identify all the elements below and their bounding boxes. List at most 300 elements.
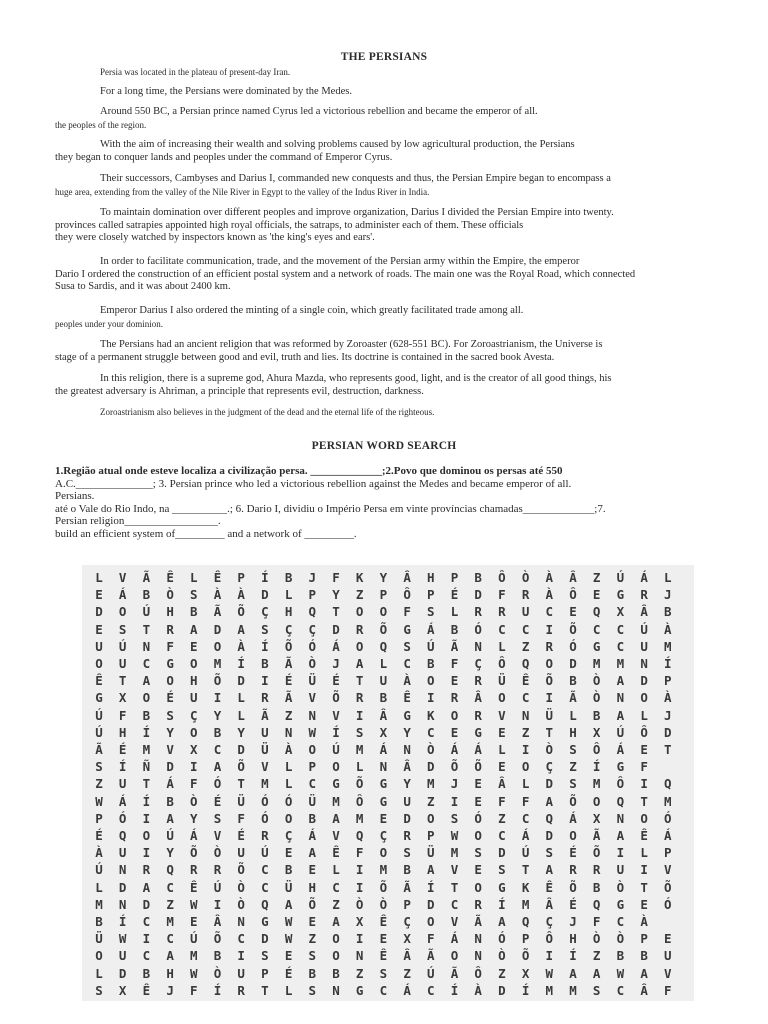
- grid-letter[interactable]: C: [379, 982, 388, 998]
- grid-letter[interactable]: O: [118, 604, 127, 620]
- grid-letter[interactable]: R: [474, 896, 482, 912]
- grid-letter[interactable]: Z: [166, 896, 174, 912]
- grid-letter[interactable]: O: [355, 604, 364, 620]
- grid-letter[interactable]: O: [332, 759, 340, 775]
- grid-letter[interactable]: R: [640, 587, 648, 603]
- grid-letter[interactable]: W: [95, 793, 103, 809]
- grid-letter[interactable]: L: [95, 570, 103, 585]
- grid-letter[interactable]: Á: [166, 776, 174, 792]
- grid-letter[interactable]: L: [640, 845, 648, 861]
- grid-letter[interactable]: S: [118, 621, 127, 637]
- grid-letter[interactable]: À: [664, 621, 672, 637]
- grid-letter[interactable]: P: [308, 587, 317, 603]
- grid-letter[interactable]: I: [640, 862, 648, 878]
- grid-letter[interactable]: P: [308, 759, 317, 775]
- grid-letter[interactable]: Ò: [498, 948, 506, 964]
- grid-letter[interactable]: U: [379, 673, 388, 689]
- grid-letter[interactable]: G: [616, 896, 625, 912]
- grid-letter[interactable]: P: [427, 828, 435, 843]
- grid-letter[interactable]: Õ: [355, 776, 364, 792]
- grid-letter[interactable]: Á: [403, 982, 411, 998]
- grid-letter[interactable]: S: [545, 845, 554, 861]
- grid-letter[interactable]: S: [355, 724, 364, 740]
- grid-letter[interactable]: R: [142, 862, 151, 878]
- grid-letter[interactable]: L: [640, 707, 648, 723]
- grid-letter[interactable]: Á: [450, 742, 459, 757]
- grid-letter[interactable]: Á: [664, 828, 672, 843]
- grid-letter[interactable]: A: [569, 965, 577, 981]
- grid-letter[interactable]: I: [355, 879, 364, 895]
- grid-letter[interactable]: Â: [474, 690, 482, 706]
- grid-letter[interactable]: P: [237, 570, 245, 585]
- grid-letter[interactable]: I: [213, 690, 222, 706]
- grid-letter[interactable]: Ê: [379, 948, 388, 964]
- grid-letter[interactable]: Q: [261, 896, 269, 912]
- grid-letter[interactable]: Ò: [213, 965, 222, 981]
- grid-letter[interactable]: T: [450, 879, 459, 895]
- grid-letter[interactable]: Ã: [592, 828, 601, 843]
- grid-letter[interactable]: A: [166, 948, 174, 964]
- grid-letter[interactable]: D: [213, 621, 222, 637]
- grid-letter[interactable]: D: [474, 587, 482, 603]
- grid-letter[interactable]: F: [498, 793, 506, 809]
- grid-letter[interactable]: E: [308, 914, 317, 929]
- grid-letter[interactable]: Õ: [450, 759, 459, 775]
- grid-letter[interactable]: Ú: [427, 965, 435, 981]
- grid-letter[interactable]: Ã: [569, 690, 577, 706]
- grid-letter[interactable]: Í: [332, 724, 340, 740]
- grid-letter[interactable]: F: [166, 638, 174, 654]
- grid-letter[interactable]: L: [498, 638, 506, 654]
- grid-letter[interactable]: A: [616, 673, 625, 689]
- grid-letter[interactable]: N: [142, 638, 151, 654]
- grid-letter[interactable]: Ò: [427, 742, 435, 757]
- grid-letter[interactable]: É: [166, 690, 174, 706]
- grid-letter[interactable]: B: [379, 690, 388, 706]
- grid-letter[interactable]: P: [261, 965, 269, 981]
- grid-letter[interactable]: S: [95, 982, 103, 998]
- grid-letter[interactable]: Ó: [308, 638, 317, 654]
- grid-letter[interactable]: X: [118, 982, 127, 998]
- grid-letter[interactable]: Õ: [521, 948, 530, 964]
- grid-letter[interactable]: F: [450, 656, 459, 671]
- grid-letter[interactable]: Í: [142, 793, 151, 809]
- grid-letter[interactable]: M: [213, 656, 222, 671]
- grid-letter[interactable]: S: [95, 759, 103, 775]
- grid-letter[interactable]: E: [379, 810, 388, 826]
- grid-letter[interactable]: H: [190, 673, 198, 689]
- grid-letter[interactable]: O: [332, 948, 340, 964]
- grid-letter[interactable]: Ò: [213, 845, 222, 861]
- grid-letter[interactable]: Y: [379, 570, 388, 585]
- grid-letter[interactable]: F: [498, 587, 506, 603]
- grid-letter[interactable]: Ê: [521, 673, 530, 689]
- grid-letter[interactable]: S: [308, 948, 317, 964]
- grid-letter[interactable]: E: [474, 776, 482, 792]
- grid-letter[interactable]: A: [545, 862, 554, 878]
- grid-letter[interactable]: B: [190, 604, 198, 620]
- grid-letter[interactable]: Ç: [379, 828, 388, 843]
- grid-letter[interactable]: C: [213, 742, 222, 757]
- grid-letter[interactable]: A: [284, 896, 293, 912]
- grid-letter[interactable]: T: [664, 742, 672, 757]
- grid-letter[interactable]: Q: [166, 862, 174, 878]
- grid-letter[interactable]: G: [166, 656, 174, 671]
- grid-letter[interactable]: Õ: [190, 845, 198, 861]
- grid-letter[interactable]: C: [142, 656, 151, 671]
- grid-letter[interactable]: N: [237, 914, 245, 929]
- grid-letter[interactable]: Ú: [95, 724, 103, 740]
- grid-letter[interactable]: Ç: [308, 621, 317, 637]
- grid-letter[interactable]: B: [95, 914, 103, 929]
- grid-letter[interactable]: C: [616, 914, 625, 929]
- grid-letter[interactable]: Õ: [545, 673, 554, 689]
- grid-letter[interactable]: C: [498, 828, 506, 843]
- grid-letter[interactable]: V: [664, 862, 672, 878]
- grid-letter[interactable]: B: [142, 587, 151, 603]
- grid-letter[interactable]: P: [664, 845, 672, 861]
- grid-letter[interactable]: Ú: [427, 638, 435, 654]
- grid-letter[interactable]: Á: [474, 742, 482, 757]
- grid-letter[interactable]: Í: [569, 948, 577, 964]
- grid-letter[interactable]: À: [545, 587, 554, 603]
- grid-letter[interactable]: Ã: [427, 948, 435, 964]
- grid-letter[interactable]: Á: [118, 587, 127, 603]
- grid-letter[interactable]: R: [545, 638, 554, 654]
- grid-letter[interactable]: O: [427, 810, 435, 826]
- grid-letter[interactable]: Õ: [237, 759, 245, 775]
- grid-letter[interactable]: À: [95, 845, 103, 861]
- grid-letter[interactable]: R: [474, 707, 482, 723]
- grid-letter[interactable]: T: [237, 776, 245, 792]
- grid-letter[interactable]: N: [474, 931, 482, 947]
- grid-letter[interactable]: Ê: [545, 879, 554, 895]
- grid-letter[interactable]: B: [427, 656, 435, 671]
- grid-letter[interactable]: Õ: [474, 759, 482, 775]
- grid-letter[interactable]: U: [118, 656, 127, 671]
- grid-letter[interactable]: Ç: [284, 621, 293, 637]
- grid-letter[interactable]: M: [592, 776, 601, 792]
- grid-letter[interactable]: U: [118, 776, 127, 792]
- grid-letter[interactable]: Ú: [521, 845, 530, 861]
- grid-letter[interactable]: N: [521, 707, 530, 723]
- grid-letter[interactable]: E: [498, 759, 506, 775]
- grid-letter[interactable]: Ê: [640, 828, 648, 843]
- grid-letter[interactable]: Q: [521, 656, 530, 671]
- grid-letter[interactable]: W: [118, 931, 127, 947]
- grid-letter[interactable]: R: [569, 862, 577, 878]
- grid-letter[interactable]: Ò: [237, 896, 245, 912]
- grid-letter[interactable]: Ò: [166, 587, 174, 603]
- grid-letter[interactable]: N: [118, 862, 127, 878]
- grid-letter[interactable]: A: [616, 828, 625, 843]
- grid-letter[interactable]: R: [261, 828, 269, 843]
- grid-letter[interactable]: X: [592, 810, 601, 826]
- grid-letter[interactable]: X: [118, 690, 127, 706]
- grid-letter[interactable]: G: [474, 724, 482, 740]
- grid-letter[interactable]: B: [640, 948, 648, 964]
- grid-letter[interactable]: M: [355, 742, 364, 757]
- grid-letter[interactable]: U: [261, 724, 269, 740]
- grid-letter[interactable]: E: [640, 742, 648, 757]
- grid-letter[interactable]: L: [284, 587, 293, 603]
- grid-letter[interactable]: J: [664, 707, 672, 723]
- grid-letter[interactable]: Ã: [142, 570, 151, 585]
- grid-letter[interactable]: Õ: [569, 793, 577, 809]
- grid-letter[interactable]: Ü: [237, 793, 245, 809]
- grid-letter[interactable]: Ò: [616, 879, 625, 895]
- grid-letter[interactable]: I: [355, 862, 364, 878]
- grid-letter[interactable]: R: [237, 982, 245, 998]
- grid-letter[interactable]: S: [498, 862, 506, 878]
- grid-letter[interactable]: Q: [592, 896, 601, 912]
- grid-letter[interactable]: Ú: [261, 845, 269, 861]
- grid-letter[interactable]: M: [190, 948, 198, 964]
- grid-letter[interactable]: B: [213, 948, 222, 964]
- grid-letter[interactable]: Ó: [284, 793, 293, 809]
- grid-letter[interactable]: Ê: [379, 914, 388, 929]
- grid-letter[interactable]: G: [332, 776, 340, 792]
- grid-letter[interactable]: F: [355, 845, 364, 861]
- grid-letter[interactable]: E: [450, 724, 459, 740]
- grid-letter[interactable]: Z: [355, 965, 364, 981]
- grid-letter[interactable]: Õ: [379, 879, 388, 895]
- grid-letter[interactable]: R: [450, 690, 459, 706]
- grid-letter[interactable]: V: [664, 965, 672, 981]
- grid-letter[interactable]: Í: [427, 879, 435, 895]
- grid-letter[interactable]: À: [545, 570, 554, 585]
- grid-letter[interactable]: F: [190, 982, 198, 998]
- grid-letter[interactable]: O: [190, 724, 198, 740]
- grid-letter[interactable]: D: [640, 673, 648, 689]
- grid-letter[interactable]: H: [308, 879, 317, 895]
- grid-letter[interactable]: R: [355, 690, 364, 706]
- grid-letter[interactable]: U: [237, 965, 245, 981]
- grid-letter[interactable]: T: [640, 879, 648, 895]
- grid-letter[interactable]: Â: [379, 707, 388, 723]
- grid-letter[interactable]: Ó: [664, 810, 672, 826]
- grid-letter[interactable]: R: [521, 587, 530, 603]
- grid-letter[interactable]: M: [261, 776, 269, 792]
- grid-letter[interactable]: L: [95, 965, 103, 981]
- grid-letter[interactable]: T: [142, 621, 151, 637]
- grid-letter[interactable]: E: [284, 845, 293, 861]
- grid-letter[interactable]: D: [118, 965, 127, 981]
- grid-letter[interactable]: Z: [592, 570, 601, 585]
- grid-letter[interactable]: R: [190, 862, 198, 878]
- grid-letter[interactable]: L: [498, 742, 506, 757]
- grid-letter[interactable]: R: [474, 604, 482, 620]
- grid-letter[interactable]: E: [474, 793, 482, 809]
- grid-letter[interactable]: Õ: [284, 638, 293, 654]
- grid-letter[interactable]: L: [95, 879, 103, 895]
- grid-letter[interactable]: B: [142, 707, 151, 723]
- grid-letter[interactable]: A: [213, 759, 222, 775]
- grid-letter[interactable]: Y: [332, 587, 340, 603]
- grid-letter[interactable]: Á: [450, 931, 459, 947]
- grid-letter[interactable]: V: [308, 690, 317, 706]
- grid-letter[interactable]: Z: [521, 638, 530, 654]
- grid-letter[interactable]: U: [403, 793, 411, 809]
- grid-letter[interactable]: C: [332, 879, 340, 895]
- grid-letter[interactable]: Ò: [190, 793, 198, 809]
- grid-letter[interactable]: L: [332, 862, 340, 878]
- grid-letter[interactable]: Õ: [213, 673, 222, 689]
- grid-letter[interactable]: O: [474, 879, 482, 895]
- grid-letter[interactable]: Y: [190, 810, 198, 826]
- grid-letter[interactable]: O: [569, 828, 577, 843]
- grid-letter[interactable]: S: [403, 845, 411, 861]
- grid-letter[interactable]: Z: [498, 965, 506, 981]
- grid-letter[interactable]: Á: [569, 810, 577, 826]
- grid-letter[interactable]: F: [664, 982, 672, 998]
- grid-letter[interactable]: Ò: [545, 742, 554, 757]
- grid-letter[interactable]: I: [427, 690, 435, 706]
- grid-letter[interactable]: F: [427, 931, 435, 947]
- grid-letter[interactable]: S: [261, 948, 269, 964]
- grid-letter[interactable]: Ü: [308, 793, 317, 809]
- grid-letter[interactable]: O: [142, 828, 151, 843]
- grid-letter[interactable]: E: [308, 862, 317, 878]
- grid-letter[interactable]: L: [284, 982, 293, 998]
- grid-letter[interactable]: Á: [616, 742, 625, 757]
- grid-letter[interactable]: D: [332, 621, 340, 637]
- grid-letter[interactable]: O: [640, 690, 648, 706]
- grid-letter[interactable]: W: [450, 828, 459, 843]
- grid-letter[interactable]: Ç: [284, 828, 293, 843]
- grid-letter[interactable]: D: [569, 656, 577, 671]
- grid-letter[interactable]: É: [95, 828, 103, 843]
- grid-letter[interactable]: Y: [237, 724, 245, 740]
- grid-letter[interactable]: Ú: [95, 707, 103, 723]
- grid-letter[interactable]: T: [118, 673, 127, 689]
- grid-letter[interactable]: O: [450, 707, 459, 723]
- grid-letter[interactable]: K: [521, 879, 530, 895]
- grid-letter[interactable]: Í: [118, 914, 127, 929]
- grid-letter[interactable]: Ç: [403, 914, 411, 929]
- grid-letter[interactable]: Á: [640, 570, 648, 585]
- grid-letter[interactable]: Â: [498, 776, 506, 792]
- grid-letter[interactable]: O: [427, 914, 435, 929]
- grid-letter[interactable]: B: [403, 862, 411, 878]
- grid-letter[interactable]: A: [592, 965, 601, 981]
- grid-letter[interactable]: F: [118, 707, 127, 723]
- grid-letter[interactable]: Z: [332, 896, 340, 912]
- grid-letter[interactable]: N: [616, 810, 625, 826]
- grid-letter[interactable]: X: [379, 724, 388, 740]
- grid-letter[interactable]: À: [664, 690, 672, 706]
- grid-letter[interactable]: Â: [403, 948, 411, 964]
- grid-letter[interactable]: V: [332, 828, 340, 843]
- grid-letter[interactable]: D: [261, 587, 269, 603]
- grid-letter[interactable]: Í: [142, 724, 151, 740]
- grid-letter[interactable]: D: [261, 931, 269, 947]
- grid-letter[interactable]: É: [237, 828, 245, 843]
- grid-letter[interactable]: A: [166, 810, 174, 826]
- grid-letter[interactable]: Á: [379, 742, 388, 757]
- grid-letter[interactable]: P: [427, 587, 435, 603]
- grid-letter[interactable]: A: [190, 621, 198, 637]
- grid-letter[interactable]: P: [379, 587, 388, 603]
- grid-letter[interactable]: Ò: [379, 896, 388, 912]
- grid-letter[interactable]: B: [166, 793, 174, 809]
- grid-letter[interactable]: M: [379, 862, 388, 878]
- grid-letter[interactable]: Q: [592, 604, 601, 620]
- grid-letter[interactable]: I: [213, 896, 222, 912]
- grid-letter[interactable]: I: [355, 931, 364, 947]
- grid-letter[interactable]: C: [616, 638, 625, 654]
- grid-letter[interactable]: X: [616, 604, 625, 620]
- grid-letter[interactable]: Ú: [142, 604, 151, 620]
- grid-letter[interactable]: O: [95, 656, 103, 671]
- grid-letter[interactable]: J: [664, 587, 672, 603]
- grid-letter[interactable]: U: [190, 690, 198, 706]
- grid-letter[interactable]: À: [213, 587, 222, 603]
- grid-letter[interactable]: O: [545, 656, 554, 671]
- grid-letter[interactable]: À: [640, 914, 648, 929]
- grid-letter[interactable]: Z: [95, 776, 103, 792]
- grid-letter[interactable]: Ô: [592, 742, 601, 757]
- grid-letter[interactable]: Õ: [213, 931, 222, 947]
- grid-letter[interactable]: Ó: [213, 776, 222, 792]
- grid-letter[interactable]: Ó: [474, 621, 482, 637]
- grid-letter[interactable]: À: [474, 982, 482, 998]
- grid-letter[interactable]: S: [190, 587, 198, 603]
- grid-letter[interactable]: I: [142, 845, 151, 861]
- grid-letter[interactable]: B: [213, 724, 222, 740]
- grid-letter[interactable]: S: [427, 604, 435, 620]
- grid-letter[interactable]: Í: [237, 656, 245, 671]
- grid-letter[interactable]: Ò: [308, 656, 317, 671]
- grid-letter[interactable]: O: [379, 604, 388, 620]
- grid-letter[interactable]: I: [142, 931, 151, 947]
- grid-letter[interactable]: E: [95, 621, 103, 637]
- grid-letter[interactable]: Ñ: [142, 759, 151, 775]
- grid-letter[interactable]: Ó: [664, 896, 672, 912]
- grid-letter[interactable]: Ê: [95, 673, 103, 689]
- grid-letter[interactable]: B: [142, 965, 151, 981]
- grid-letter[interactable]: L: [569, 707, 577, 723]
- grid-letter[interactable]: G: [379, 793, 388, 809]
- grid-letter[interactable]: V: [332, 707, 340, 723]
- grid-letter[interactable]: R: [213, 862, 222, 878]
- grid-letter[interactable]: Ó: [261, 810, 269, 826]
- grid-letter[interactable]: U: [616, 862, 625, 878]
- grid-letter[interactable]: C: [545, 604, 554, 620]
- grid-letter[interactable]: A: [237, 621, 245, 637]
- grid-letter[interactable]: A: [640, 965, 648, 981]
- grid-letter[interactable]: É: [213, 793, 222, 809]
- grid-letter[interactable]: X: [355, 914, 364, 929]
- grid-letter[interactable]: Ú: [616, 724, 625, 740]
- grid-letter[interactable]: Z: [403, 965, 411, 981]
- grid-letter[interactable]: Ü: [545, 707, 554, 723]
- grid-letter[interactable]: N: [403, 742, 411, 757]
- grid-letter[interactable]: W: [284, 914, 293, 929]
- grid-letter[interactable]: N: [474, 948, 482, 964]
- grid-letter[interactable]: Z: [498, 810, 506, 826]
- grid-letter[interactable]: C: [592, 621, 601, 637]
- grid-letter[interactable]: N: [616, 690, 625, 706]
- grid-letter[interactable]: G: [616, 587, 625, 603]
- grid-letter[interactable]: Õ: [592, 845, 601, 861]
- grid-letter[interactable]: V: [118, 570, 127, 585]
- grid-letter[interactable]: C: [261, 862, 269, 878]
- grid-letter[interactable]: À: [237, 587, 245, 603]
- grid-letter[interactable]: S: [450, 810, 459, 826]
- grid-letter[interactable]: W: [284, 931, 293, 947]
- grid-letter[interactable]: O: [213, 638, 222, 654]
